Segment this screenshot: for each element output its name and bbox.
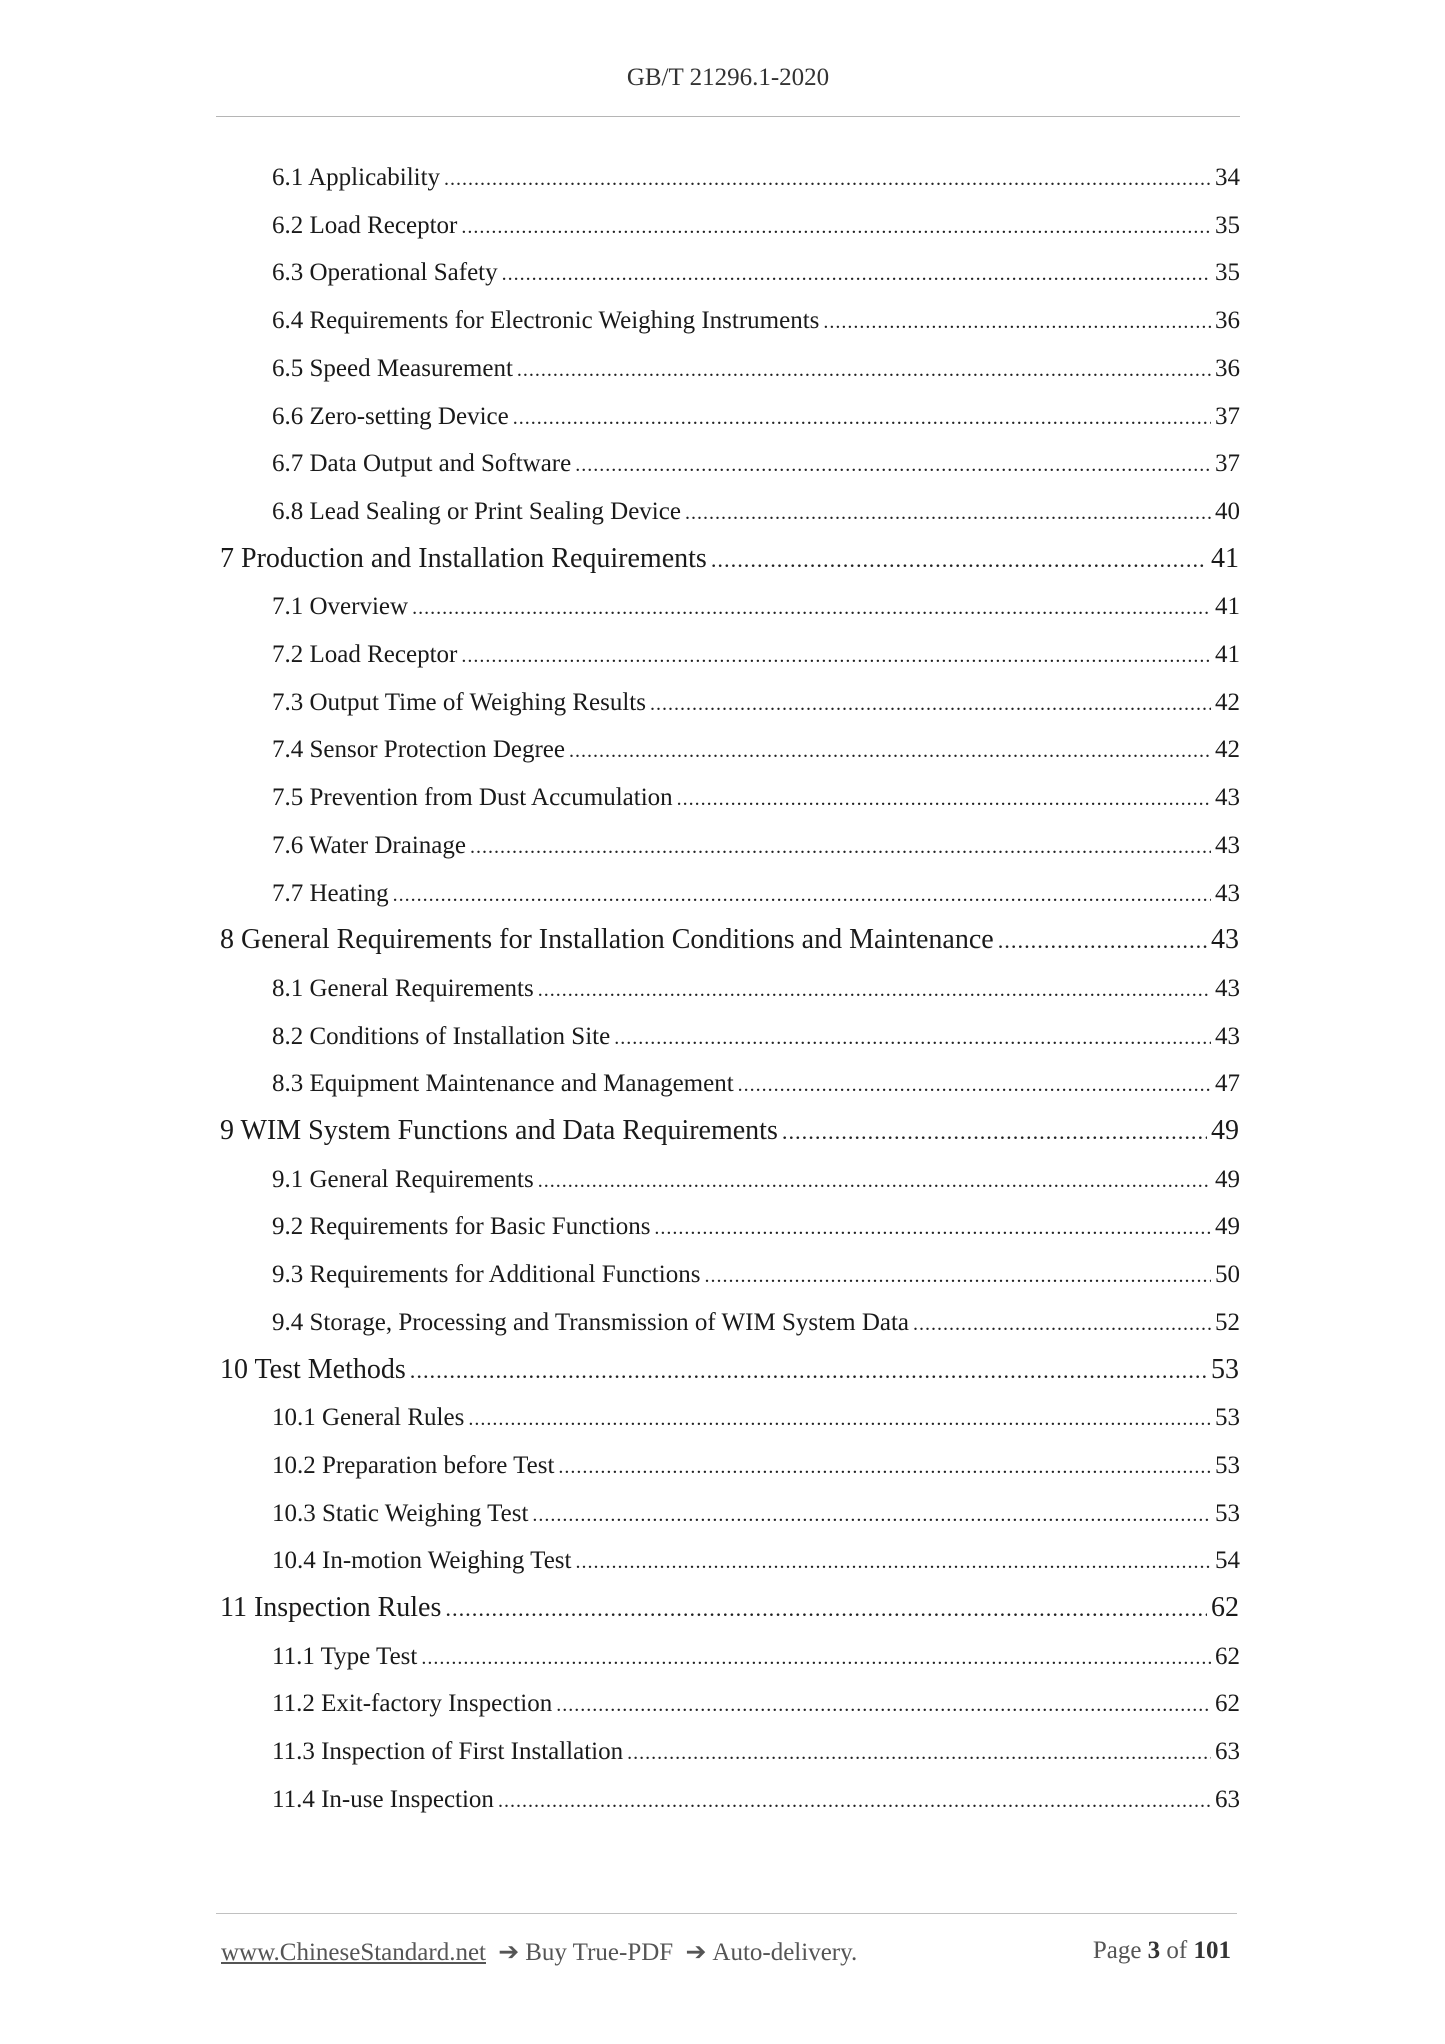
toc-dot-leader — [558, 1456, 1211, 1479]
toc-entry-title: 6.4 Requirements for Electronic Weighing Instruments — [272, 307, 820, 335]
toc-dot-leader — [468, 1408, 1211, 1431]
toc-section-entry[interactable] — [272, 1213, 1240, 1243]
toc-entry-title: 7 Production and Installation Requirements — [220, 542, 707, 574]
toc-section-entry[interactable] — [272, 832, 1240, 862]
toc-entry-page: 54 — [1215, 1547, 1240, 1575]
toc-entry-title: 7.7 Heating — [272, 879, 389, 907]
toc-dot-leader — [614, 1027, 1211, 1050]
toc-entry-page: 43 — [1215, 831, 1240, 859]
toc-dot-leader — [393, 884, 1211, 907]
toc-section-entry[interactable] — [272, 593, 1240, 623]
toc-entry-page: 50 — [1215, 1261, 1240, 1289]
toc-entry-title: 11.2 Exit-factory Inspection — [272, 1690, 553, 1718]
toc-entry-page: 49 — [1215, 1213, 1240, 1241]
toc-section-entry[interactable] — [272, 1786, 1240, 1816]
header-divider — [216, 116, 1240, 117]
toc-dot-leader — [538, 1170, 1211, 1193]
toc-entry-page: 42 — [1215, 736, 1240, 764]
toc-entry-page: 36 — [1215, 307, 1240, 335]
toc-section-entry[interactable] — [272, 975, 1240, 1005]
toc-entry-page: 53 — [1215, 1451, 1240, 1479]
toc-entry-page: 34 — [1215, 164, 1240, 191]
toc-dot-leader — [412, 597, 1211, 620]
toc-section-entry[interactable] — [272, 880, 1240, 910]
toc-entry-title: 6.2 Load Receptor — [272, 211, 458, 239]
current-page: 3 — [1147, 1937, 1161, 1964]
toc-dot-leader — [677, 788, 1211, 811]
toc-entry-page: 63 — [1215, 1785, 1240, 1813]
toc-entry-page: 41 — [1215, 593, 1240, 621]
toc-dot-leader — [685, 502, 1211, 525]
toc-entry-title: 7.2 Load Receptor — [272, 641, 458, 668]
of-label: of — [1166, 1937, 1188, 1964]
toc-entry-page: 43 — [1215, 1022, 1240, 1050]
toc-dot-leader — [556, 1694, 1211, 1717]
toc-dot-leader — [654, 1217, 1211, 1240]
toc-section-entry[interactable] — [272, 212, 1240, 242]
website-link[interactable]: www.ChineseStandard.net — [221, 1939, 486, 1966]
toc-entry-title: 11.1 Type Test — [272, 1642, 418, 1670]
toc-entry-page: 53 — [1211, 1353, 1239, 1385]
toc-entry-title: 7.4 Sensor Protection Degree — [272, 736, 565, 764]
toc-section-entry[interactable] — [272, 736, 1240, 766]
toc-dot-leader — [823, 311, 1211, 334]
toc-entry-page: 52 — [1215, 1308, 1240, 1336]
toc-chapter-entry[interactable] — [220, 1115, 1239, 1149]
toc-chapter-entry[interactable] — [220, 543, 1239, 577]
toc-entry-title: 6.3 Operational Safety — [272, 259, 498, 287]
toc-entry-page: 63 — [1215, 1738, 1240, 1766]
toc-entry-page: 43 — [1215, 974, 1240, 1002]
toc-entry-page: 43 — [1215, 784, 1240, 812]
toc-chapter-entry[interactable] — [220, 1354, 1239, 1388]
toc-entry-page: 35 — [1215, 211, 1240, 239]
toc-dot-leader — [738, 1074, 1211, 1097]
toc-entry-page: 62 — [1215, 1642, 1240, 1670]
toc-dot-leader — [461, 645, 1211, 668]
toc-section-entry[interactable] — [272, 784, 1240, 814]
toc-entry-page: 36 — [1215, 354, 1240, 382]
toc-dot-leader — [498, 1790, 1211, 1813]
toc-entry-page: 53 — [1215, 1499, 1240, 1527]
toc-entry-title: 8.1 General Requirements — [272, 974, 534, 1002]
toc-dot-leader — [569, 740, 1211, 763]
toc-entry-title: 9.1 General Requirements — [272, 1165, 534, 1193]
toc-entry-title: 6.8 Lead Sealing or Print Sealing Device — [272, 497, 681, 525]
toc-entry-title: 10.4 In-motion Weighing Test — [272, 1547, 572, 1575]
buy-text: Buy True-PDF — [525, 1939, 674, 1966]
toc-section-entry[interactable] — [272, 498, 1240, 528]
toc-entry-title: 11 Inspection Rules — [220, 1592, 442, 1623]
toc-entry-title: 9 WIM System Functions and Data Requirements — [220, 1115, 778, 1146]
toc-section-entry[interactable] — [272, 164, 1240, 194]
toc-entry-title: 10 Test Methods — [220, 1353, 406, 1385]
toc-entry-page: 49 — [1215, 1165, 1240, 1193]
toc-section-entry[interactable] — [272, 1738, 1240, 1768]
toc-dot-leader — [532, 1504, 1211, 1527]
toc-section-entry[interactable] — [272, 1070, 1240, 1100]
page-indicator — [1093, 1937, 1231, 1965]
toc-entry-page: 47 — [1215, 1070, 1240, 1098]
toc-section-entry[interactable] — [272, 689, 1240, 719]
toc-entry-title: 8 General Requirements for Installation Conditions and Maintenance — [220, 924, 994, 956]
toc-dot-leader — [410, 1358, 1207, 1384]
toc-dot-leader — [575, 454, 1211, 477]
toc-entry-title: 8.3 Equipment Maintenance and Management — [272, 1070, 734, 1098]
toc-section-entry[interactable] — [272, 1500, 1240, 1530]
toc-dot-leader — [711, 547, 1207, 573]
toc-section-entry[interactable] — [272, 1452, 1240, 1482]
toc-entry-page: 41 — [1215, 641, 1240, 668]
toc-dot-leader — [998, 928, 1207, 954]
toc-dot-leader — [444, 168, 1211, 191]
toc-entry-page: 62 — [1211, 1592, 1239, 1623]
toc-entry-page: 62 — [1215, 1690, 1240, 1718]
toc-dot-leader — [704, 1265, 1211, 1288]
toc-entry-title: 9.2 Requirements for Basic Functions — [272, 1213, 651, 1241]
toc-dot-leader — [517, 359, 1211, 382]
toc-dot-leader — [513, 407, 1211, 430]
toc-entry-page: 37 — [1215, 402, 1240, 430]
toc-dot-leader — [470, 836, 1211, 859]
toc-entry-title: 7.5 Prevention from Dust Accumulation — [272, 784, 673, 812]
toc-section-entry[interactable] — [272, 403, 1240, 433]
toc-section-entry[interactable] — [272, 1690, 1240, 1720]
toc-entry-title: 6.1 Applicability — [272, 164, 441, 191]
toc-entry-page: 40 — [1215, 497, 1240, 525]
toc-section-entry[interactable] — [272, 450, 1240, 480]
toc-entry-title: 11.3 Inspection of First Installation — [272, 1738, 624, 1766]
toc-section-entry[interactable] — [272, 1547, 1240, 1577]
toc-dot-leader — [502, 263, 1211, 286]
toc-entry-page: 37 — [1215, 450, 1240, 478]
toc-dot-leader — [627, 1742, 1211, 1765]
toc-entry-title: 8.2 Conditions of Installation Site — [272, 1022, 611, 1050]
toc-entry-page: 43 — [1211, 924, 1239, 956]
toc-dot-leader — [421, 1647, 1211, 1670]
toc-section-entry[interactable] — [272, 1404, 1240, 1434]
toc-entry-title: 6.5 Speed Measurement — [272, 354, 513, 382]
toc-dot-leader — [650, 693, 1211, 716]
toc-dot-leader — [445, 1596, 1207, 1622]
toc-section-entry[interactable] — [272, 1166, 1240, 1196]
toc-dot-leader — [913, 1313, 1211, 1336]
toc-section-entry[interactable] — [272, 1643, 1240, 1673]
toc-section-entry[interactable] — [272, 1261, 1240, 1291]
toc-entry-page: 43 — [1215, 879, 1240, 907]
toc-entry-title: 7.6 Water Drainage — [272, 831, 466, 859]
toc-entry-page: 41 — [1211, 542, 1239, 574]
total-pages: 101 — [1193, 1937, 1231, 1964]
toc-entry-title: 10.3 Static Weighing Test — [272, 1499, 529, 1527]
page-header — [216, 64, 1240, 92]
toc-entry-title: 9.4 Storage, Processing and Transmission of WIM System Data — [272, 1308, 910, 1336]
standard-number: GB/T 21296.1-2020 — [626, 64, 830, 91]
page-label: Page — [1092, 1937, 1142, 1964]
toc-entry-title: 9.3 Requirements for Additional Functions — [272, 1261, 701, 1289]
toc-section-entry[interactable] — [272, 641, 1240, 671]
toc-entry-title: 7.3 Output Time of Weighing Results — [272, 688, 646, 716]
arrow-right-icon: ➔ — [685, 1939, 707, 1966]
toc-dot-leader — [461, 216, 1211, 239]
toc-section-entry[interactable] — [272, 307, 1240, 337]
footer-divider — [216, 1913, 1237, 1914]
toc-section-entry[interactable] — [272, 355, 1240, 385]
toc-entry-title: 10.1 General Rules — [272, 1404, 465, 1432]
toc-dot-leader — [575, 1551, 1211, 1574]
toc-section-entry[interactable] — [272, 1023, 1240, 1053]
toc-section-entry[interactable] — [272, 1309, 1240, 1339]
toc-entry-title: 10.2 Preparation before Test — [272, 1451, 555, 1479]
toc-dot-leader — [782, 1119, 1207, 1145]
toc-dot-leader — [538, 979, 1211, 1002]
toc-entry-title: 7.1 Overview — [272, 593, 409, 621]
toc-entry-page: 35 — [1215, 259, 1240, 287]
toc-entry-title: 6.6 Zero-setting Device — [272, 402, 509, 430]
toc-entry-page: 53 — [1215, 1404, 1240, 1432]
toc-chapter-entry[interactable] — [220, 1592, 1239, 1626]
toc-entry-page: 42 — [1215, 688, 1240, 716]
toc-chapter-entry[interactable] — [220, 924, 1239, 958]
toc-entry-page: 49 — [1211, 1115, 1239, 1146]
delivery-text: Auto-delivery. — [712, 1939, 858, 1966]
toc-section-entry[interactable] — [272, 259, 1240, 289]
arrow-right-icon: ➔ — [498, 1939, 520, 1966]
footer-promo — [221, 1937, 857, 1967]
toc-entry-title: 11.4 In-use Inspection — [272, 1785, 494, 1813]
toc-entry-title: 6.7 Data Output and Software — [272, 450, 572, 478]
